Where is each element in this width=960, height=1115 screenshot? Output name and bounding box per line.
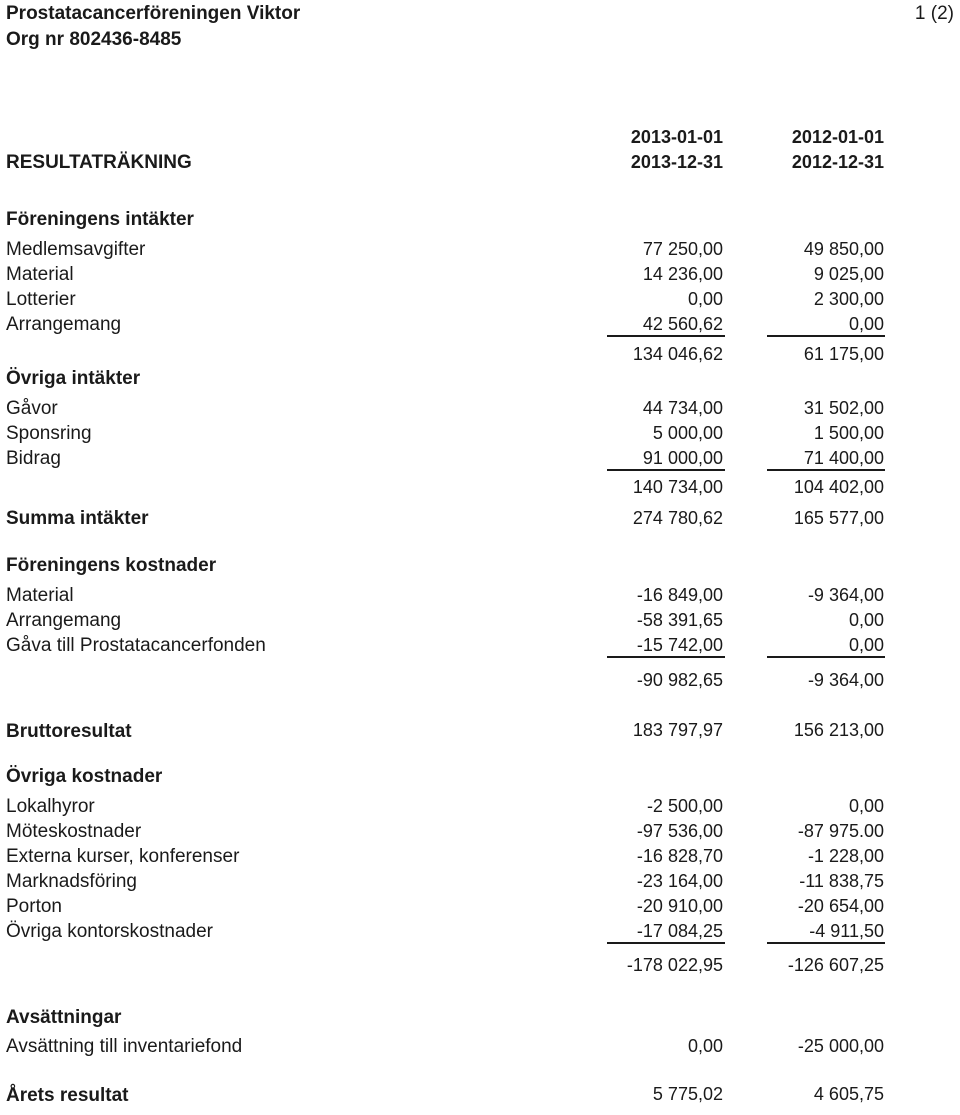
row-value-current: -58 391,65 [636,610,723,630]
row-value-prior: -11 838,75 [799,871,884,891]
subtotal-current: 140 734,00 [632,477,723,497]
row-value-prior: -1 228,00 [807,846,884,866]
subtotal-rule [607,942,725,944]
row-value-prior: 2 300,00 [813,289,884,309]
row-value-prior: -4 911,50 [809,921,884,941]
row-value-current: -16 849,00 [636,585,723,605]
row-value-current: 0,00 [687,1036,723,1056]
row-label: Marknadsföring [6,871,137,892]
subtotal-prior: 61 175,00 [803,344,884,364]
period-prior-start: 2012-01-01 [791,127,884,147]
row-value-prior: -87 975.00 [797,821,884,841]
row-label: Sponsring [6,423,92,444]
subtotal-rule [767,469,885,471]
row-value-prior: 0,00 [848,635,884,655]
organization-name: Prostatacancerföreningen Viktor [6,3,301,24]
gross-result-current: 183 797,97 [632,720,723,740]
subtotal-prior: -9 364,00 [807,670,884,690]
gross-result-label: Bruttoresultat [6,721,132,742]
row-label: Avsättning till inventariefond [6,1036,243,1057]
row-label: Porton [6,896,62,917]
row-value-prior: -20 654,00 [797,896,884,916]
total-income-label: Summa intäkter [6,508,149,529]
row-value-prior: 31 502,00 [803,398,884,418]
subtotal-current: -178 022,95 [626,955,723,975]
period-current-start: 2013-01-01 [630,127,723,147]
row-value-current: 77 250,00 [642,239,723,259]
section-title-foreningens-intakter: Föreningens intäkter [6,209,194,230]
row-label: Material [6,585,74,606]
gross-result-prior: 156 213,00 [793,720,884,740]
subtotal-rule [607,469,725,471]
page-title: RESULTATRÄKNING [6,152,192,173]
subtotal-current: 134 046,62 [632,344,723,364]
row-value-current: 5 000,00 [652,423,723,443]
subtotal-prior: 104 402,00 [793,477,884,497]
row-value-current: -15 742,00 [636,635,723,655]
row-value-current: 44 734,00 [642,398,723,418]
row-label: Lokalhyror [6,796,95,817]
row-value-current: -20 910,00 [636,896,723,916]
row-value-current: -16 828,70 [636,846,723,866]
subtotal-rule [767,335,885,337]
organization-number: Org nr 802436-8485 [6,29,182,50]
row-value-prior: 49 850,00 [803,239,884,259]
row-value-current: -2 500,00 [646,796,723,816]
period-current-end: 2013-12-31 [630,152,723,172]
annual-result-prior: 4 605,75 [813,1084,884,1104]
row-value-prior: 0,00 [848,314,884,334]
subtotal-rule [767,942,885,944]
subtotal-rule [767,656,885,658]
annual-result-current: 5 775,02 [652,1084,723,1104]
row-label: Lotterier [6,289,76,310]
row-value-current: 42 560,62 [642,314,723,334]
row-value-prior: 0,00 [848,796,884,816]
row-label: Övriga kontorskostnader [6,921,213,942]
row-value-current: 91 000,00 [642,448,723,468]
period-prior-end: 2012-12-31 [791,152,884,172]
row-label: Bidrag [6,448,61,469]
row-label: Arrangemang [6,610,122,631]
row-value-current: -97 536,00 [636,821,723,841]
row-label: Möteskostnader [6,821,142,842]
row-value-prior: -9 364,00 [807,585,884,605]
section-title-avsattningar: Avsättningar [6,1007,122,1028]
row-value-prior: 71 400,00 [803,448,884,468]
row-label: Externa kurser, konferenser [6,846,240,867]
total-income-prior: 165 577,00 [793,508,884,528]
annual-result-label: Årets resultat [6,1085,129,1106]
row-value-prior: 1 500,00 [813,423,884,443]
row-value-prior: 0,00 [848,610,884,630]
subtotal-current: -90 982,65 [636,670,723,690]
row-value-current: -23 164,00 [636,871,723,891]
subtotal-rule [607,335,725,337]
row-label: Arrangemang [6,314,122,335]
section-title-ovriga-intakter: Övriga intäkter [6,368,141,389]
subtotal-prior: -126 607,25 [787,955,884,975]
subtotal-rule [607,656,725,658]
row-label: Material [6,264,74,285]
row-value-current: 0,00 [687,289,723,309]
section-title-foreningens-kostnader: Föreningens kostnader [6,555,217,576]
row-label: Gåva till Prostatacancerfonden [6,635,266,656]
row-label: Gåvor [6,398,58,419]
section-title-ovriga-kostnader: Övriga kostnader [6,766,163,787]
row-label: Medlemsavgifter [6,239,146,260]
row-value-current: 14 236,00 [642,264,723,284]
total-income-current: 274 780,62 [632,508,723,528]
page-number: 1 (2) [914,3,954,24]
row-value-prior: -25 000,00 [797,1036,884,1056]
row-value-prior: 9 025,00 [813,264,884,284]
row-value-current: -17 084,25 [636,921,723,941]
